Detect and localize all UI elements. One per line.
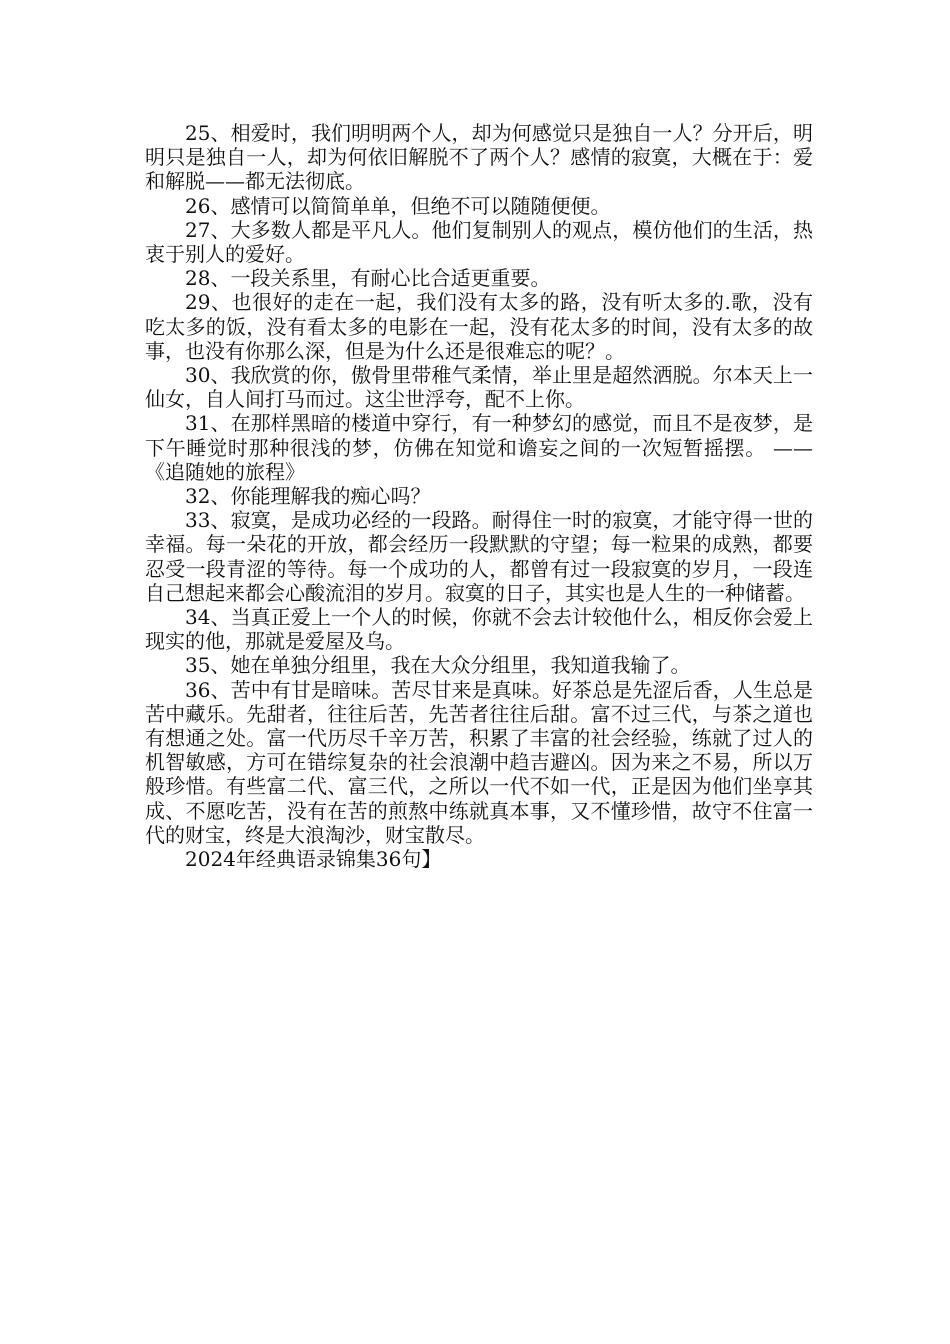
quote-paragraph-30: 30、我欣赏的你，傲骨里带稚气柔情，举止里是超然洒脱。尔本天上一仙女，自人间打马而过。这尘世浮夸，配不上你。 bbox=[145, 363, 813, 412]
quote-paragraph-25: 25、相爱时，我们明明两个人，却为何感觉只是独自一人？分开后，明明只是独自一人，却为何依旧解脱不了两个人？感情的寂寞，大概在于：爱和解脱——都无法彻底。 bbox=[145, 121, 813, 194]
quote-paragraph-33: 33、寂寞，是成功必经的一段路。耐得住一时的寂寞，才能守得一世的幸福。每一朵花的开放，都会经历一段默默的守望；每一粒果的成熟，都要忍受一段青涩的等待。每一个成功的人，都曾有过一段寂寞的岁月，一段连自己想起来都会心酸流泪的岁月。寂寞的日子，其实也是人生的一种储蓄。 bbox=[145, 508, 813, 605]
quote-paragraph-28: 28、一段关系里，有耐心比合适更重要。 bbox=[185, 266, 551, 291]
collection-title-line: 2024年经典语录锦集36句】 bbox=[185, 847, 442, 872]
quote-paragraph-32: 32、你能理解我的痴心吗？ bbox=[185, 484, 431, 509]
quote-paragraph-26: 26、感情可以简简单单，但绝不可以随随便便。 bbox=[185, 193, 611, 218]
quote-paragraph-34: 34、当真正爱上一个人的时候，你就不会去计较他什么，相反你会爱上现实的他，那就是爱屋及乌。 bbox=[145, 605, 813, 654]
quote-paragraph-29: 29、也很好的走在一起，我们没有太多的路，没有听太多的.歌，没有吃太多的饭，没有看太多的电影在一起，没有花太多的时间，没有太多的故事，也没有你那么深，但是为什么还是很难忘的呢？。 bbox=[145, 290, 813, 363]
quote-paragraph-31: 31、在那样黑暗的楼道中穿行，有一种梦幻的感觉，而且不是夜梦，是下午睡觉时那种很浅的梦，仿佛在知觉和谵妄之间的一次短暂摇摆。 ——《追随她的旅程》 bbox=[145, 411, 813, 484]
quote-paragraph-36: 36、苦中有甘是暗味。苦尽甘来是真味。好茶总是先涩后香，人生总是苦中藏乐。先甜者，往往后苦，先苦者往往后甜。富不过三代，与茶之道也有想通之处。富一代历尽千辛万苦，积累了丰富的社会经验，练就了过人的机智敏感，方可在错综复杂的社会浪潮中趋吉避凶。因为来之不易，所以万般珍惜。有些富二代、富三代，之所以一代不如一代，正是因为他们坐享其成、不愿吃苦，没有在苦的煎熬中练就真本事，又不懂珍惜，故守不住富一代的财宝，终是大浪淘沙，财宝散尽。 bbox=[145, 677, 813, 847]
quote-paragraph-27: 27、大多数人都是平凡人。他们复制别人的观点，模仿他们的生活，热衷于别人的爱好。 bbox=[145, 217, 813, 267]
quote-paragraph-35: 35、她在单独分组里，我在大众分组里，我知道我输了。 bbox=[185, 653, 691, 678]
document-body bbox=[145, 121, 813, 871]
